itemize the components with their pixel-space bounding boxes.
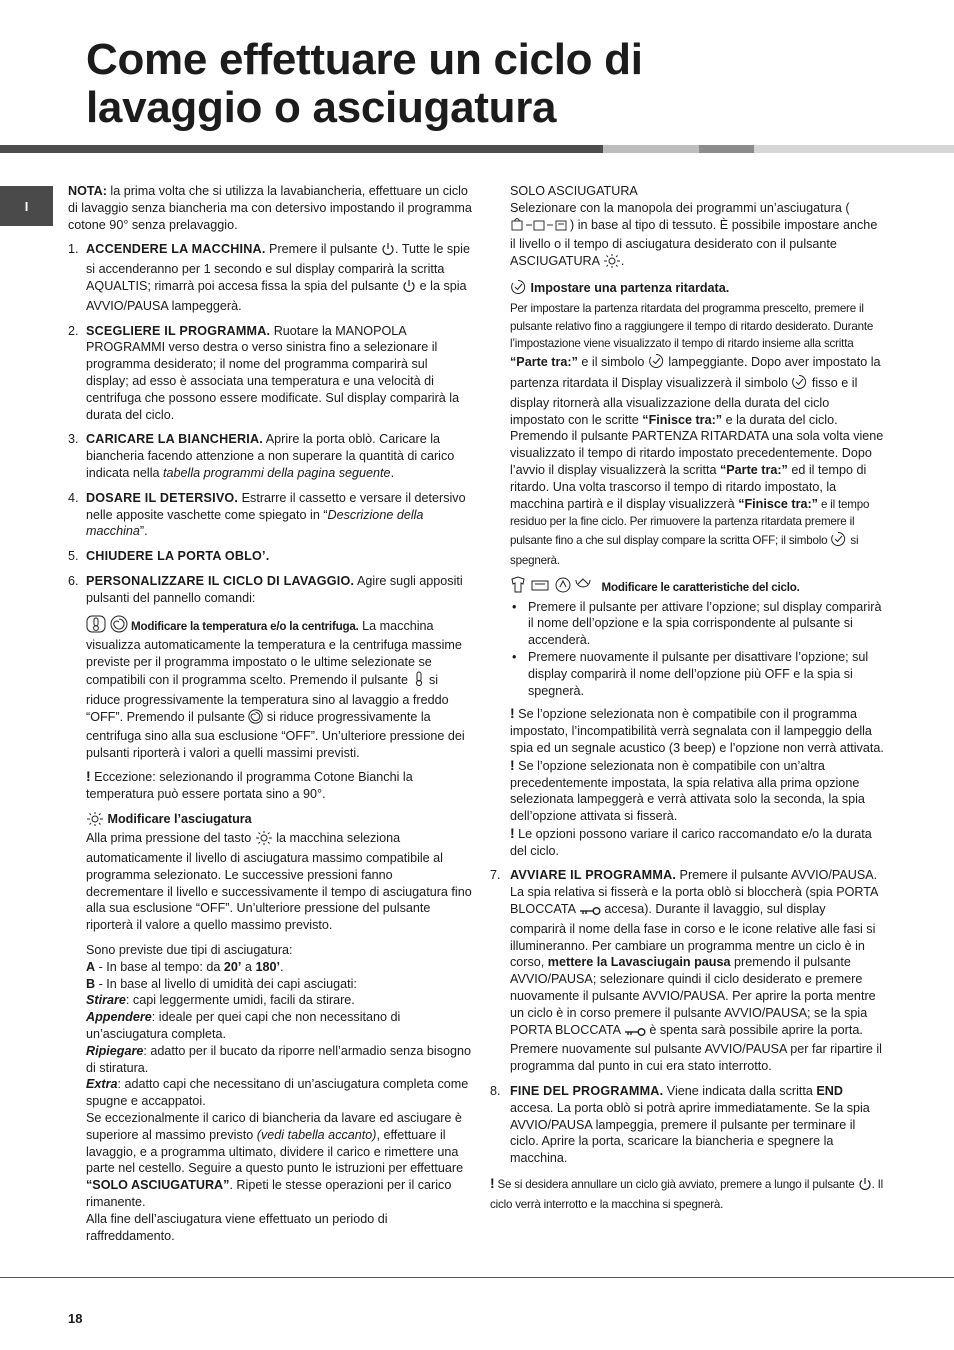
- page-title: Come effettuare un ciclo di lavaggio o asciugatura: [86, 35, 643, 132]
- spin-icon: [110, 615, 128, 638]
- delay-clock-icon: [648, 353, 665, 374]
- page-number: 18: [68, 1311, 83, 1326]
- drying-sun-icon: [255, 831, 273, 850]
- solo-text: Selezionare con la manopola dei programmi un’asciugatura () in base al tipo di tessuto. È possibile impostare anche il livello o il tempo di asciugatura desiderato con il pulsante ASCIUGATURA .: [510, 200, 885, 273]
- header-rule-mid: [699, 145, 754, 153]
- drying-section: Modificare l’asciugatura Alla prima pressione del tasto la macchina seleziona automaticamente il livello di asciugatura massimo compatibile al programma selezionato. Le successive pressioni fanno decrementare il livello e successivamente il tempo di asciugatura fino alla sua esclusione “OFF”. Un’ulteriore pressione del pulsante riporterà il valore a quello massimo previsto.: [86, 811, 472, 933]
- door-lock-icon: [624, 1025, 646, 1042]
- warning-2: ! Se l’opzione selezionata non è compatibile con un’altra precedentemente impostata, la spia relativa alla prima opzione selezionata lampeggerà e verrà attivata solo la seconda, la spia dell’opzione attivata si fisserà.: [510, 756, 865, 824]
- delay-clock-icon: [510, 279, 527, 300]
- option-icons: [510, 576, 598, 599]
- language-tab: I: [0, 186, 53, 226]
- drying-types: Sono previste due tipi di asciugatura: A - In base al tempo: da 20’ a 180’. B - In base al livello di umidità dei capi asciugati: Stirare: capi leggermente umidi, facili da stirare. Appendere: ideale per quei capi che non necessitano di un’asciugatura completa. Ripiegare: adatto per il bucato da riporre nell’armadio senza bisogno di stiratura. Extra: adatto capi che necessitano di un’asciugatura completa come spugne e accappatoi. Se eccezionalmente il carico di biancheria da lavare ed asciugare è superiore al massimo previsto (vedi tabella accanto), effettuare il lavaggio, e a programma ultimato, dividere il carico e rimettere una parte nel cestello. Seguire a questo punto le istruzioni per effettuare “SOLO ASCIUGATURA”. Ripeti le stesse operazioni per il carico rimanente. Alla fine dell’asciugatura viene effettuato un periodo di raffreddamento.: [86, 943, 472, 1243]
- note: NOTA: la prima volta che si utilizza la lavabiancheria, effettuare un ciclo di lavaggio senza biancheria ma con detersivo impostando il programma cotone 90° senza prelavaggio.: [68, 184, 472, 232]
- step-4: 4. DOSARE IL DETERSIVO. Estrarre il cassetto e versare il detersivo nelle apposite vaschette come spiegato in “Descrizione della macchina”.: [68, 490, 466, 539]
- drying-program-icons: [510, 218, 570, 237]
- step-8: 8. FINE DEL PROGRAMMA. Viene indicata dalla scritta END accesa. La porta oblò si potrà aprire immediatamente. Se la spia AVVIO/PAUSA lampeggia, premere il pulsante per terminare il ciclo. Aprire la porta, scaricare la biancheria e spegnere la macchina.: [490, 1084, 870, 1166]
- final-note: ! Se si desidera annullare un ciclo già avviato, premere a lungo il pulsante . Il ciclo verrà interrotto e la macchina si spegnerà.: [490, 1175, 884, 1211]
- delay-clock-icon: [830, 531, 847, 552]
- power-icon: [858, 1177, 872, 1197]
- temperature-icon: [86, 615, 106, 638]
- header-rule-pale: [754, 145, 954, 153]
- step-5: 5. CHIUDERE LA PORTA OBLO’.: [68, 549, 270, 564]
- power-icon: [402, 279, 416, 298]
- right-column: [490, 183, 885, 1214]
- options-title: Modificare le caratteristiche del ciclo.: [510, 576, 885, 599]
- delay-clock-icon: [791, 374, 808, 395]
- drying-sun-icon: [603, 254, 621, 273]
- option-bullet-1: • Premere il pulsante per attivare l’opzione; sul display comparirà il nome dell’opzione e la spia corrispondente al pulsante si accenderà.: [512, 599, 882, 648]
- delay-text: Per impostare la partenza ritardata del programma prescelto, premere il pulsante relativo fino a raggiungere il tempo di ritardo desiderato. Durante l’impostazione viene visualizzato il tempo di ritardo insieme alla scritta “Parte tra:” e il simbolo lampeggiante. Dopo aver impostato la partenza ritardata il Display visualizzerà il simbolo fisso e il display ritornerà alla visualizzazione della durata del ciclo impostato con le scritte “Finisce tra:” e la durata del ciclo. Premendo il pulsante PARTENZA RITARDATA una sola volta viene visualizzato il tempo di ritardo impostato precedentemente. Dopo l’avvio il display visualizzerà la scritta “Parte tra:” ed il tempo di ritardo. Una volta trascorso il tempo di ritardo impostato, la macchina partirà e il display visualizzerà “Finisce tra:” e il tempo residuo per la fine ciclo. Per rimuovere la partenza ritardata premere il pulsante fino a che sul display compare la scritta OFF; il simbolo si spegnerà.: [510, 301, 884, 567]
- step-2: 2. SCEGLIERE IL PROGRAMMA. Ruotare la MANOPOLA PROGRAMMI verso destra o verso sinistra fino a selezionare il programma desiderato; il nome del programma comparirà sul display; ad esso è associata una temperatura e una velocità di centrifuga che possono essere modificate. Sul display comparirà la durata del ciclo.: [68, 323, 460, 422]
- delay-title: Impostare una partenza ritardata.: [510, 279, 885, 300]
- step-7: 7. AVVIARE IL PROGRAMMA. Premere il pulsante AVVIO/PAUSA. La spia relativa si fisserà e la porta oblò si bloccherà (spia PORTA BLOCCATA accesa). Durante il lavaggio, sul display comparirà il nome della fase in corso e le icone relative alle fasi si illumineranno. Per cambiare un programma mentre un ciclo è in corso, mettere la Lavasciugain pausa premendo il pulsante AVVIO/PAUSA; selezionare quindi il ciclo desiderato e premere nuovamente il pulsante AVVIO/PAUSA. Per aprire la porta mentre un ciclo è in corso premere il pulsante AVVIO/PAUSA; se la spia PORTA BLOCCATA è spenta sarà possibile aprire la porta. Premere nuovamente sul pulsante AVVIO/PAUSA per far ripartire il programma dal punto in cui era stato interrotto.: [490, 868, 882, 1074]
- left-column: [68, 183, 473, 1244]
- solo-title: SOLO ASCIUGATURA: [510, 184, 638, 198]
- option-bullet-2: • Premere nuovamente il pulsante per disattivare l’opzione; sul display comparirà il nome dell’opzione più OFF e la spia si spegnerà.: [512, 649, 869, 698]
- exception-note: ! Eccezione: selezionando il programma Cotone Bianchi la temperatura può essere portata sino a 90°.: [86, 767, 413, 801]
- step-6: 6. PERSONALIZZARE IL CICLO DI LAVAGGIO. Agire sugli appositi pulsanti del pannello comandi:: [68, 573, 463, 605]
- door-lock-icon: [579, 904, 601, 921]
- warning-3: ! Le opzioni possono variare il carico raccomandato e/o la durata del ciclo.: [510, 824, 872, 858]
- drying-sun-icon: [86, 812, 104, 831]
- power-icon: [381, 242, 395, 261]
- step-1: 1. ACCENDERE LA MACCHINA. Premere il pulsante . Tutte le spie si accenderanno per 1 secondo e sul display comparirà la scritta AQUALTIS; rimarrà poi accesa fissa la spia del pulsante e la spia AVVIO/PAUSA lampeggerà.: [68, 242, 470, 313]
- footer-rule: [0, 1277, 954, 1278]
- step-3: 3. CARICARE LA BIANCHERIA. Aprire la porta oblò. Caricare la biancheria facendo attenzione a non superare la quantità di carico indicata nella tabella programmi della pagina seguente.: [68, 432, 455, 480]
- warning-1: ! Se l’opzione selezionata non è compatibile con il programma impostato, l’incompatibilità verrà segnalata con il lampeggio della spia ed un segnale acustico (3 beep) e l’opzione non verrà attivata.: [510, 705, 884, 755]
- spin-icon: [248, 709, 263, 729]
- header-rule-light: [603, 145, 699, 153]
- temp-spin-section: Modificare la temperatura e/o la centrifuga. La macchina visualizza automaticamente la temperatura e la centrifuga massime previste per il programma impostato o le ultime selezionate se compatibili con il programma scelto. Premendo il pulsante si riduce progressivamente la temperatura sino al lavaggio a freddo “OFF”. Premendo il pulsante si riduce progressivamente la centrifuga sino alla sua esclusione “OFF”. Un’ulteriore pressione dei pulsanti riporterà i valori a quelli massimi previsti.: [86, 615, 473, 762]
- header-rule-dark: [0, 145, 603, 153]
- temperature-icon: [412, 671, 426, 692]
